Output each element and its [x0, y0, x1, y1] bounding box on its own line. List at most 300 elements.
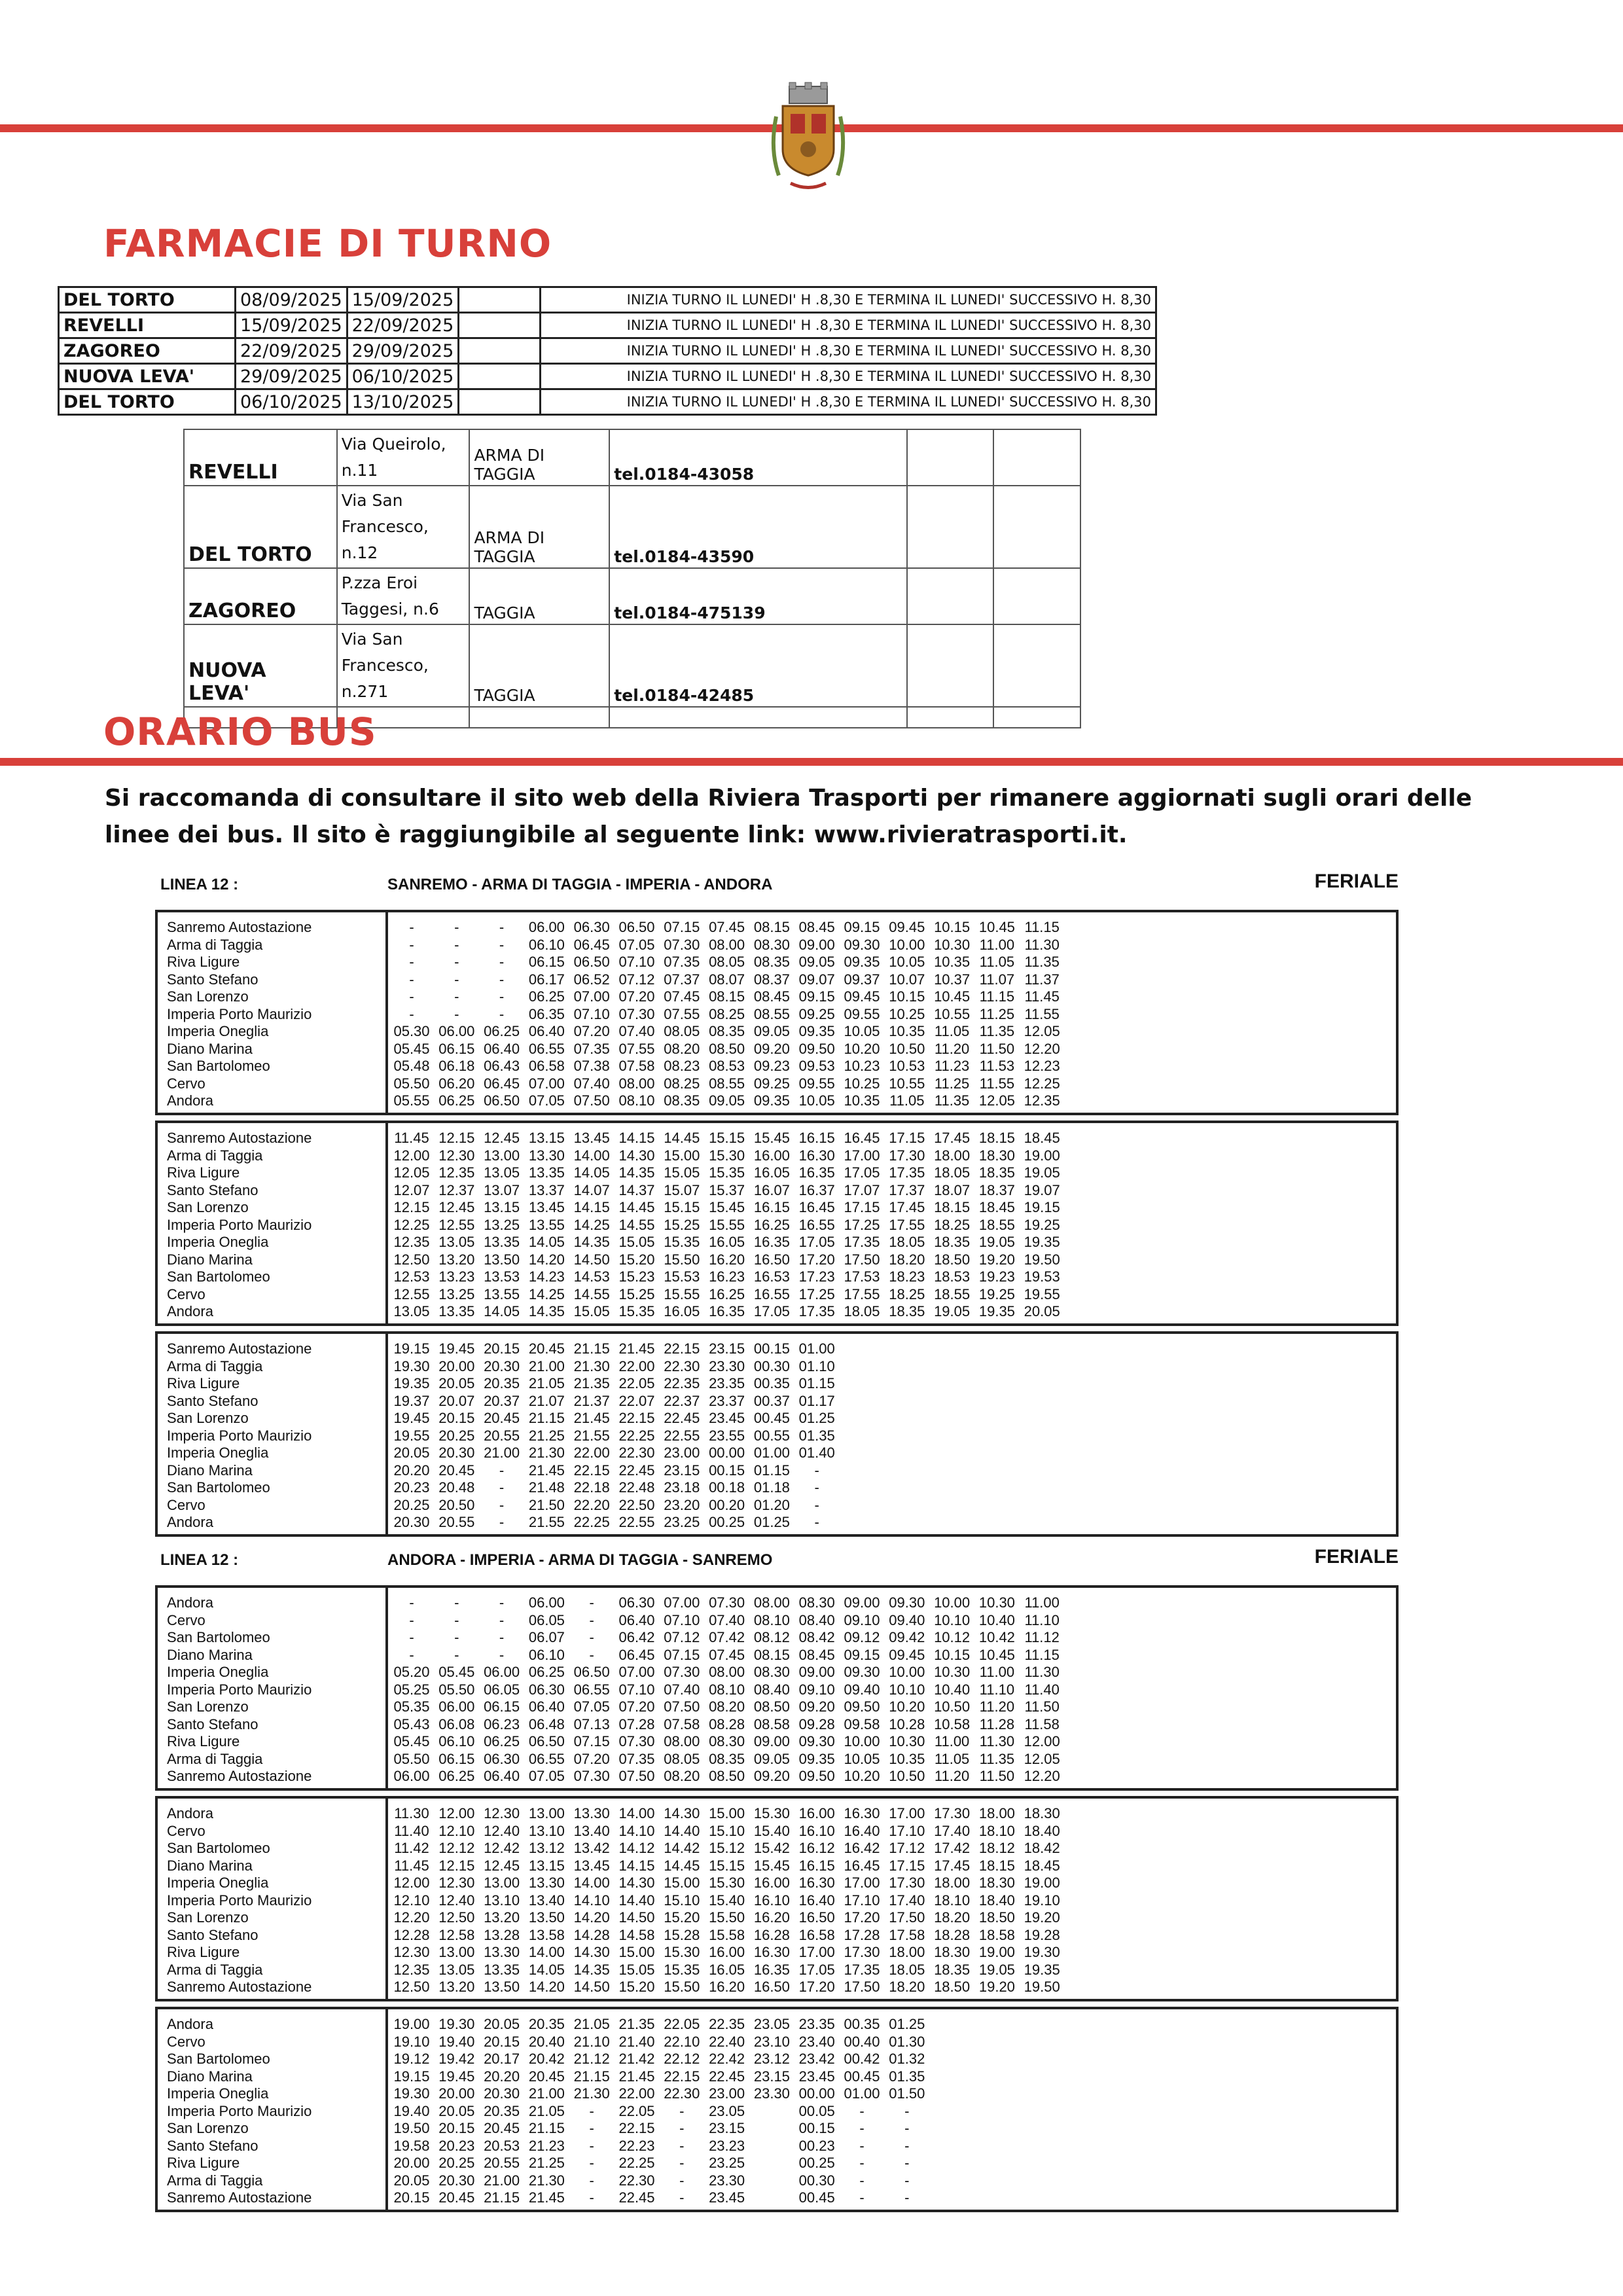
- bus-departure-time: 23.42: [798, 2051, 835, 2067]
- bus-departure-time: 11.00: [1024, 1594, 1060, 1611]
- bus-departure-time: 07.00: [664, 1594, 700, 1611]
- bus-time-block: [155, 1796, 1399, 2001]
- bus-departure-time: 12.35: [393, 1234, 430, 1250]
- bus-line-label: LINEA 12 :: [160, 876, 239, 893]
- bus-departure-time: 18.20: [889, 1979, 925, 1995]
- bus-departure-time: 22.00: [573, 1444, 610, 1461]
- bus-departure-time: 10.28: [889, 1715, 925, 1732]
- bus-departure-time: 14.15: [618, 1857, 655, 1874]
- bus-departure-time: 08.30: [798, 1594, 835, 1611]
- bus-departure-time: 20.05: [1024, 1303, 1060, 1319]
- bus-departure-time: 12.42: [484, 1840, 520, 1856]
- bus-departure-time: 11.15: [979, 988, 1015, 1005]
- bus-departure-time: 22.25: [573, 1514, 610, 1530]
- bus-departure-time: 12.45: [484, 1130, 520, 1146]
- bus-departure-time: 16.35: [709, 1303, 745, 1319]
- bus-departure-time: 15.25: [664, 1216, 700, 1233]
- bus-departure-time: 22.15: [664, 2068, 700, 2085]
- bus-departure-time: 06.43: [484, 1058, 520, 1074]
- address-pharmacy-name: ZAGOREO: [184, 568, 337, 624]
- bus-stop-name: San Lorenzo: [167, 988, 249, 1005]
- address-city: TAGGIA: [469, 568, 609, 624]
- address-empty-cell: [993, 486, 1080, 568]
- bus-departure-time: 14.05: [528, 1961, 565, 1978]
- bus-departure-time: 15.00: [618, 1944, 655, 1960]
- bus-departure-time: 22.35: [709, 2016, 745, 2032]
- bus-departure-time: 06.25: [528, 988, 565, 1005]
- bus-departure-time: 01.20: [753, 1496, 790, 1513]
- bus-departure-time: 11.20: [934, 1040, 970, 1057]
- bus-departure-time: 16.30: [753, 1944, 790, 1960]
- bus-departure-time: 11.30: [1024, 936, 1060, 953]
- bus-departure-time: 06.15: [528, 954, 565, 970]
- address-pharmacy-name: REVELLI: [184, 429, 337, 486]
- bus-departure-time: 17.05: [753, 1303, 790, 1319]
- bus-departure-time: 19.35: [978, 1303, 1015, 1319]
- bus-departure-time: 01.35: [889, 2068, 925, 2085]
- bus-departure-time: 21.48: [528, 1479, 565, 1496]
- bus-departure-time: 12.35: [438, 1164, 475, 1181]
- bus-departure-time: 15.50: [664, 1251, 700, 1268]
- bus-departure-time: 09.15: [844, 1646, 880, 1663]
- bus-departure-time: 06.10: [528, 1646, 565, 1663]
- bus-departure-time: 16.30: [798, 1147, 835, 1164]
- bus-departure-time: 08.50: [709, 1040, 745, 1057]
- bus-departure-time: 12.00: [393, 1147, 430, 1164]
- bus-departure-time: -: [859, 2137, 865, 2154]
- bus-departure-time: 13.37: [528, 1181, 565, 1198]
- bus-departure-time: 07.10: [573, 1005, 610, 1022]
- bus-departure-time: 23.45: [709, 2189, 745, 2206]
- bus-departure-time: 19.45: [393, 1410, 430, 1426]
- bus-departure-time: 19.40: [393, 2102, 430, 2119]
- bus-departure-time: 10.40: [978, 1611, 1015, 1628]
- bus-departure-time: 06.25: [528, 1664, 565, 1680]
- bus-stop-name: Imperia Porto Maurizio: [167, 1216, 312, 1233]
- bus-departure-time: 08.25: [664, 1075, 700, 1092]
- bus-departure-time: 21.23: [528, 2137, 565, 2154]
- bus-departure-time: 17.40: [889, 1892, 925, 1909]
- bus-departure-time: 18.35: [934, 1961, 971, 1978]
- bus-departure-time: 12.10: [438, 1822, 475, 1839]
- bus-departure-time: 14.20: [528, 1979, 565, 1995]
- bus-departure-time: 00.45: [753, 1410, 790, 1426]
- address-empty-cell: [907, 568, 994, 624]
- bus-departure-time: 20.15: [393, 2189, 430, 2206]
- address-row: [184, 486, 1080, 568]
- bus-departure-time: 10.35: [889, 1023, 925, 1039]
- bus-departure-time: 21.45: [528, 1462, 565, 1479]
- bus-departure-time: 17.00: [844, 1874, 880, 1891]
- bus-stop-name: Cervo: [167, 1075, 205, 1092]
- bus-stop-name: Imperia Oneglia: [167, 2085, 269, 2102]
- bus-departure-time: 20.15: [484, 1340, 520, 1357]
- address-city: ARMA DI TAGGIA: [469, 429, 609, 486]
- bus-departure-time: 23.15: [753, 2068, 790, 2085]
- bus-departure-time: 16.15: [798, 1130, 835, 1146]
- bus-departure-time: 21.45: [618, 2068, 655, 2085]
- bus-departure-time: 07.40: [573, 1075, 610, 1092]
- bus-departure-time: 21.07: [528, 1392, 565, 1409]
- bus-departure-time: 09.28: [798, 1715, 835, 1732]
- bus-stop-name: Andora: [167, 2016, 213, 2032]
- bus-departure-time: 00.35: [753, 1375, 790, 1391]
- bus-departure-time: 01.32: [889, 2051, 925, 2067]
- bus-departure-time: 09.10: [844, 1611, 880, 1628]
- bus-departure-time: 10.05: [844, 1023, 880, 1039]
- bus-departure-time: 20.37: [484, 1392, 520, 1409]
- bus-departure-time: 13.35: [528, 1164, 565, 1181]
- bus-departure-time: 18.53: [934, 1268, 971, 1285]
- bus-departure-time: 11.05: [979, 954, 1015, 970]
- duty-start-date: 15/09/2025: [236, 313, 348, 338]
- bus-departure-time: 06.30: [484, 1750, 520, 1767]
- bus-departure-time: 13.30: [528, 1874, 565, 1891]
- bus-departure-time: 16.50: [798, 1909, 835, 1926]
- bus-departure-time: 09.30: [798, 1733, 835, 1749]
- bus-departure-time: 11.40: [1024, 1681, 1060, 1698]
- bus-departure-time: 06.50: [528, 1733, 565, 1749]
- bus-departure-time: 15.35: [618, 1303, 655, 1319]
- bus-departure-time: 14.00: [573, 1874, 610, 1891]
- bus-departure-time: 18.30: [978, 1147, 1015, 1164]
- duty-note: INIZIA TURNO IL LUNEDI' H .8,30 E TERMINA IL LUNEDI' SUCCESSIVO H. 8,30: [541, 287, 1156, 313]
- bus-departure-time: 17.15: [889, 1857, 925, 1874]
- bus-time-block: [155, 1585, 1399, 1791]
- duty-row: [59, 364, 1156, 389]
- bus-departure-time: 17.30: [934, 1805, 971, 1821]
- bus-departure-time: 12.45: [484, 1857, 520, 1874]
- bus-departure-time: 09.35: [844, 954, 880, 970]
- bus-departure-time: 13.45: [573, 1857, 610, 1874]
- bus-departure-time: 17.10: [889, 1822, 925, 1839]
- bus-departure-time: 22.42: [709, 2051, 745, 2067]
- bus-departure-time: 06.10: [438, 1733, 475, 1749]
- bus-departure-time: 20.23: [393, 1479, 430, 1496]
- bus-departure-time: -: [499, 1629, 505, 1645]
- bus-departure-time: 07.30: [618, 1005, 655, 1022]
- address-city: TAGGIA: [469, 624, 609, 707]
- bus-departure-time: 12.05: [1024, 1750, 1060, 1767]
- bus-departure-time: 14.10: [573, 1892, 610, 1909]
- bus-departure-time: 15.00: [664, 1147, 700, 1164]
- bus-departure-time: 07.20: [618, 1698, 655, 1715]
- bus-departure-time: 13.30: [484, 1944, 520, 1960]
- bus-departure-time: 20.00: [438, 2085, 475, 2102]
- bus-departure-time: 07.50: [664, 1698, 700, 1715]
- bus-departure-time: 13.20: [438, 1979, 475, 1995]
- bus-stop-name: San Lorenzo: [167, 2120, 249, 2136]
- bus-departure-time: 21.00: [484, 2172, 520, 2189]
- bus-departure-time: 12.20: [1024, 1768, 1060, 1784]
- bus-departure-time: 19.00: [393, 2016, 430, 2032]
- bus-departure-time: 18.55: [978, 1216, 1015, 1233]
- bus-departure-time: 12.23: [1024, 1058, 1060, 1074]
- bus-stop-name: San Lorenzo: [167, 1909, 249, 1926]
- bus-departure-time: 19.50: [1024, 1979, 1060, 1995]
- bus-departure-time: 21.50: [528, 1496, 565, 1513]
- bus-stop-name: Santo Stefano: [167, 1715, 259, 1732]
- bus-departure-time: 18.45: [1024, 1130, 1060, 1146]
- bus-stop-name: Riva Ligure: [167, 954, 240, 970]
- pharmacy-address-table: [183, 429, 1081, 728]
- bus-departure-time: 06.45: [618, 1646, 655, 1663]
- bus-departure-time: 09.45: [889, 919, 925, 935]
- bus-departure-time: 07.12: [664, 1629, 700, 1645]
- duty-row: [59, 338, 1156, 364]
- bus-stop-name: Santo Stefano: [167, 1926, 259, 1943]
- bus-departure-time: 21.35: [618, 2016, 655, 2032]
- bus-departure-time: 17.53: [844, 1268, 880, 1285]
- bus-departure-time: 00.20: [709, 1496, 745, 1513]
- duty-pharmacy-name: DEL TORTO: [59, 287, 236, 313]
- bus-departure-time: -: [589, 2155, 594, 2171]
- bus-departure-time: 15.45: [709, 1199, 745, 1215]
- address-street-line: Via San: [341, 491, 403, 510]
- address-row: [184, 568, 1080, 624]
- bus-departure-time: -: [679, 2172, 685, 2189]
- bus-departure-time: 14.05: [528, 1234, 565, 1250]
- bus-departure-time: 06.40: [528, 1023, 565, 1039]
- bus-departure-time: 11.35: [979, 1750, 1015, 1767]
- bus-departure-time: 13.10: [528, 1822, 565, 1839]
- bus-departure-time: 22.00: [618, 1357, 655, 1374]
- duty-row: [59, 313, 1156, 338]
- bus-departure-time: 17.30: [844, 1944, 880, 1960]
- bus-departure-time: 12.15: [393, 1199, 430, 1215]
- duty-empty-cell: [459, 287, 541, 313]
- bus-departure-time: -: [499, 1496, 505, 1513]
- bus-departure-time: 22.05: [618, 1375, 655, 1391]
- farmacie-title: FARMACIE DI TURNO: [103, 221, 552, 266]
- bus-departure-time: 13.42: [573, 1840, 610, 1856]
- bus-line-label: LINEA 12 :: [160, 1551, 239, 1569]
- bus-departure-time: 19.05: [978, 1234, 1015, 1250]
- bus-departure-time: -: [454, 919, 459, 935]
- bus-stop-name: San Bartolomeo: [167, 1479, 270, 1496]
- bus-departure-time: 17.15: [844, 1199, 880, 1215]
- bus-departure-time: 19.05: [934, 1303, 971, 1319]
- bus-departure-time: 22.40: [709, 2033, 745, 2050]
- bus-stop-list: [158, 1334, 388, 1534]
- bus-departure-time: 10.35: [934, 954, 971, 970]
- address-empty-cell: [907, 429, 994, 486]
- bus-departure-time: 18.30: [934, 1944, 971, 1960]
- bus-departure-time: 22.37: [664, 1392, 700, 1409]
- bus-departure-time: 20.45: [438, 2189, 475, 2206]
- bus-departure-time: 18.00: [934, 1147, 971, 1164]
- bus-departure-time: 18.23: [889, 1268, 925, 1285]
- bus-stop-name: Diano Marina: [167, 2068, 253, 2085]
- bus-departure-time: 15.05: [573, 1303, 610, 1319]
- bus-departure-time: 13.12: [528, 1840, 565, 1856]
- bus-departure-time: 16.42: [844, 1840, 880, 1856]
- bus-departure-time: 23.18: [664, 1479, 700, 1496]
- address-phone: tel.0184-43590: [609, 486, 906, 568]
- bus-departure-time: 10.50: [889, 1040, 925, 1057]
- bus-departure-time: 08.05: [664, 1750, 700, 1767]
- bus-departure-time: 21.12: [573, 2051, 610, 2067]
- bus-departure-time: 15.40: [709, 1892, 745, 1909]
- bus-departure-time: 19.30: [393, 2085, 430, 2102]
- bus-departure-time: 07.45: [709, 1646, 745, 1663]
- bus-departure-time: 08.07: [709, 971, 745, 988]
- bus-departure-time: 11.10: [979, 1681, 1015, 1698]
- bus-departure-time: 13.00: [484, 1874, 520, 1891]
- bus-departure-time: -: [409, 971, 414, 988]
- bus-departure-time: 14.58: [618, 1926, 655, 1943]
- bus-departure-time: -: [679, 2120, 685, 2136]
- bus-departure-time: 01.18: [753, 1479, 790, 1496]
- bus-departure-time: 10.15: [934, 1646, 971, 1663]
- bus-departure-time: -: [499, 1514, 505, 1530]
- bus-departure-time: 14.40: [664, 1822, 700, 1839]
- bus-departure-time: 21.25: [528, 1427, 565, 1444]
- bus-departure-time: 19.45: [438, 1340, 475, 1357]
- bus-departure-time: 13.25: [438, 1285, 475, 1302]
- bus-departure-time: 17.25: [844, 1216, 880, 1233]
- address-row: [184, 429, 1080, 486]
- bus-stop-name: San Lorenzo: [167, 1410, 249, 1426]
- bus-departure-time: -: [589, 1629, 594, 1645]
- bus-departure-time: 09.00: [753, 1733, 790, 1749]
- bus-note: Si raccomanda di consultare il sito web della Riviera Trasporti per rimanere aggiornati sugli orari delle linee dei bus. Il sito è raggiungibile al seguente link: www.rivieratrasporti.it.: [105, 785, 1472, 848]
- bus-departure-time: 19.15: [393, 2068, 430, 2085]
- bus-departure-time: 18.50: [934, 1979, 971, 1995]
- bus-departure-time: 13.50: [484, 1979, 520, 1995]
- bus-departure-time: -: [454, 954, 459, 970]
- bus-departure-time: 18.10: [978, 1822, 1015, 1839]
- bus-stop-name: Diano Marina: [167, 1040, 253, 1057]
- bus-departure-time: 08.40: [753, 1681, 790, 1698]
- bus-departure-time: 18.30: [978, 1874, 1015, 1891]
- bus-departure-time: 21.15: [484, 2189, 520, 2206]
- bus-departure-time: 23.55: [709, 1427, 745, 1444]
- bus-departure-time: -: [409, 954, 414, 970]
- address-empty-cell: [907, 486, 994, 568]
- bus-departure-time: 17.20: [798, 1979, 835, 1995]
- bus-departure-time: 07.05: [618, 936, 655, 953]
- bus-departure-time: 01.10: [798, 1357, 835, 1374]
- bus-departure-time: -: [454, 1005, 459, 1022]
- bus-departure-time: 07.20: [618, 988, 655, 1005]
- bus-departure-time: 13.05: [438, 1961, 475, 1978]
- bus-departure-time: 10.55: [934, 1005, 971, 1022]
- bus-departure-time: -: [814, 1462, 819, 1479]
- bus-departure-time: 06.17: [528, 971, 565, 988]
- bus-departure-time: 09.20: [753, 1040, 790, 1057]
- bus-departure-time: 20.55: [438, 1514, 475, 1530]
- bus-departure-time: 10.30: [934, 1664, 971, 1680]
- bus-departure-time: 15.55: [709, 1216, 745, 1233]
- bus-departure-time: 23.45: [709, 1410, 745, 1426]
- bus-departure-time: 13.00: [528, 1805, 565, 1821]
- bus-departure-time: 09.45: [889, 1646, 925, 1663]
- bus-departure-time: 12.50: [438, 1909, 475, 1926]
- bus-departure-time: 13.10: [484, 1892, 520, 1909]
- bus-departure-time: 01.30: [889, 2033, 925, 2050]
- bus-departure-time: 21.00: [528, 2085, 565, 2102]
- bus-departure-time: 06.52: [573, 971, 610, 988]
- address-street-line: Via San: [341, 630, 403, 649]
- bus-departure-time: 19.15: [393, 1340, 430, 1357]
- bus-departure-time: 20.05: [393, 1444, 430, 1461]
- bus-departure-time: 16.00: [753, 1874, 790, 1891]
- bus-departure-time: 17.05: [844, 1164, 880, 1181]
- bus-departure-time: 14.25: [528, 1285, 565, 1302]
- bus-departure-time: 10.15: [934, 919, 971, 935]
- bus-departure-time: 22.50: [618, 1496, 655, 1513]
- bus-departure-time: 06.25: [484, 1023, 520, 1039]
- bus-departure-time: 21.15: [528, 2120, 565, 2136]
- bus-departure-time: 07.35: [664, 954, 700, 970]
- bus-departure-time: 14.45: [618, 1199, 655, 1215]
- bus-departure-time: 16.05: [753, 1164, 790, 1181]
- duty-pharmacy-name: ZAGOREO: [59, 338, 236, 364]
- bus-departure-time: 18.30: [1024, 1805, 1060, 1821]
- address-phone: tel.0184-43058: [609, 429, 906, 486]
- bus-departure-time: 10.00: [889, 936, 925, 953]
- bus-departure-time: 06.35: [528, 1005, 565, 1022]
- bus-departure-time: -: [904, 2172, 910, 2189]
- bus-stop-name: Diano Marina: [167, 1646, 253, 1663]
- bus-departure-time: 17.45: [934, 1130, 971, 1146]
- bus-stop-name: Riva Ligure: [167, 1375, 240, 1391]
- bus-stop-name: Sanremo Autostazione: [167, 1340, 312, 1357]
- bus-departure-time: 05.50: [393, 1075, 430, 1092]
- bus-departure-time: 14.35: [528, 1303, 565, 1319]
- bus-departure-time: 00.30: [798, 2172, 835, 2189]
- bus-departure-time: 01.15: [753, 1462, 790, 1479]
- bus-departure-time: 15.10: [709, 1822, 745, 1839]
- bus-departure-time: 17.00: [798, 1944, 835, 1960]
- bus-departure-time: 06.25: [438, 1768, 475, 1784]
- bus-departure-time: 06.30: [573, 919, 610, 935]
- bus-departure-time: 19.12: [393, 2051, 430, 2067]
- bus-departure-time: 06.30: [618, 1594, 655, 1611]
- bus-departure-time: 11.30: [979, 1733, 1015, 1749]
- bus-departure-time: 11.25: [979, 1005, 1015, 1022]
- bus-departure-time: 14.55: [618, 1216, 655, 1233]
- bus-departure-time: 12.53: [393, 1268, 430, 1285]
- bus-departure-time: 21.35: [573, 1375, 610, 1391]
- bus-departure-time: 18.12: [978, 1840, 1015, 1856]
- duty-row: [59, 287, 1156, 313]
- bus-departure-time: 18.05: [844, 1303, 880, 1319]
- bus-departure-time: 01.40: [798, 1444, 835, 1461]
- bus-departure-time: 18.15: [934, 1199, 971, 1215]
- bus-departure-time: 20.15: [438, 1410, 475, 1426]
- bus-departure-time: 09.40: [889, 1611, 925, 1628]
- bus-time-block: [155, 2007, 1399, 2212]
- bus-departure-time: 20.45: [484, 2120, 520, 2136]
- bus-departure-time: 08.30: [753, 936, 790, 953]
- duty-empty-cell: [459, 338, 541, 364]
- bus-departure-time: 08.45: [753, 988, 790, 1005]
- bus-departure-time: 05.35: [393, 1698, 430, 1715]
- bus-departure-time: 13.15: [484, 1199, 520, 1215]
- bus-departure-time: 15.42: [753, 1840, 790, 1856]
- bus-departure-time: 06.10: [528, 936, 565, 953]
- bus-departure-time: 17.42: [934, 1840, 971, 1856]
- bus-departure-time: 12.35: [393, 1961, 430, 1978]
- bus-departure-time: 12.30: [438, 1147, 475, 1164]
- bus-departure-time: 13.30: [528, 1147, 565, 1164]
- bus-departure-time: 06.18: [438, 1058, 475, 1074]
- bus-departure-time: 19.07: [1024, 1181, 1060, 1198]
- bus-departure-time: 08.15: [753, 919, 790, 935]
- bus-departure-time: 10.20: [844, 1768, 880, 1784]
